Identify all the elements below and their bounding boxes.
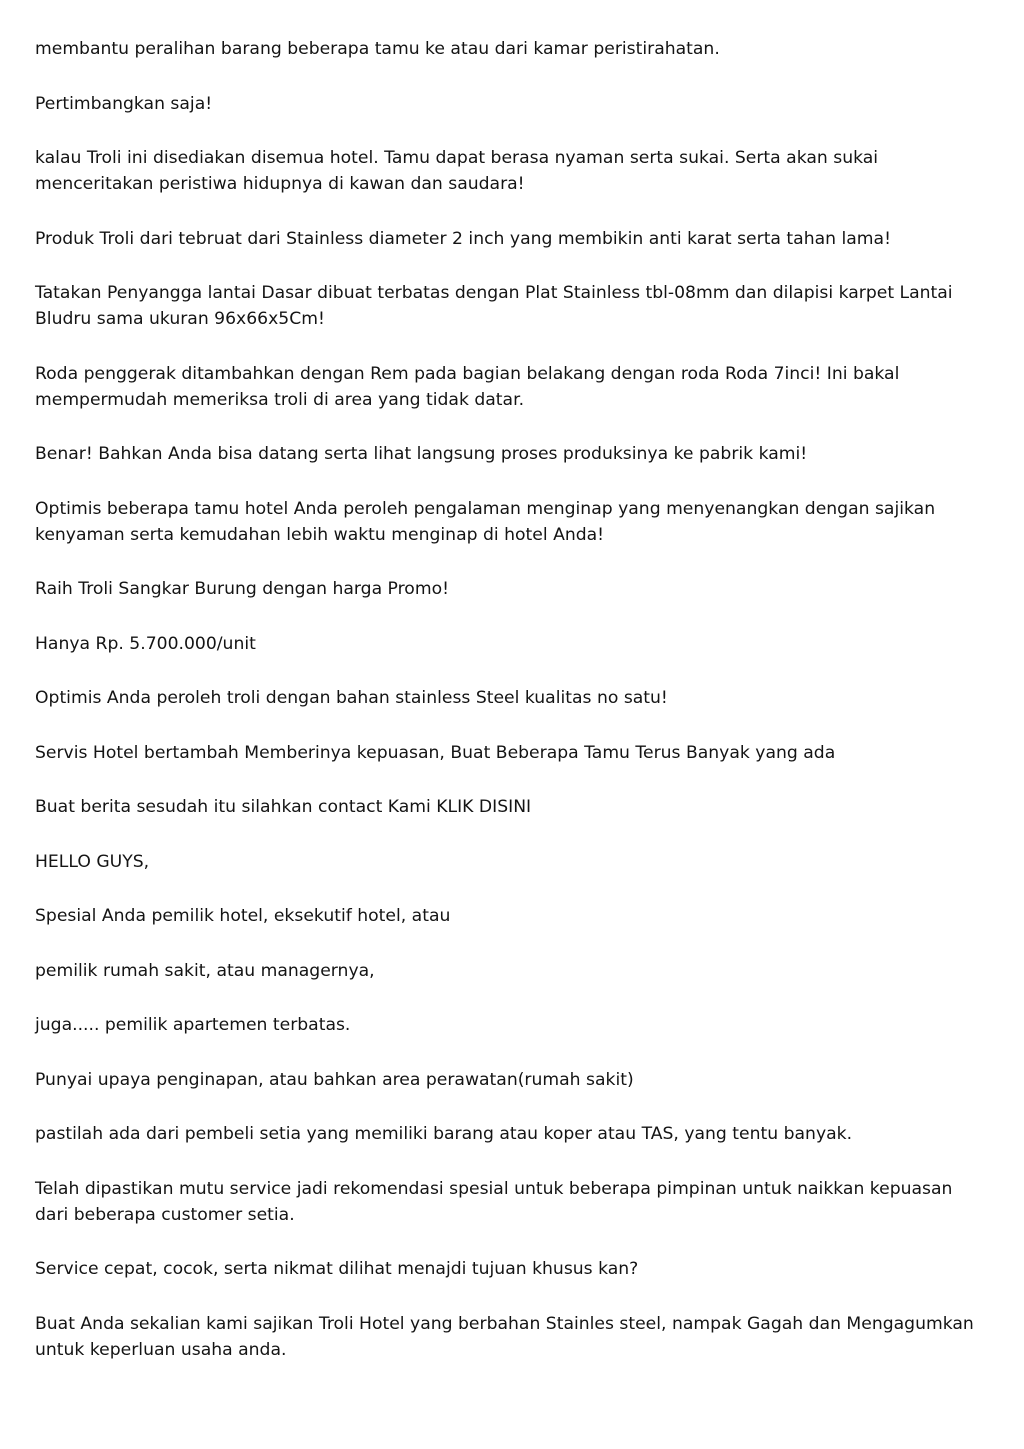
paragraph-3: kalau Troli ini disediakan disemua hotel. Tamu dapat berasa nyaman serta sukai. Serta akan sukai menceritakan peristiwa hidupnya di kawan dan saudara! — [35, 148, 879, 194]
paragraph-15: Spesial Anda pemilik hotel, eksekutif hotel, atau — [35, 906, 451, 926]
paragraph-21: Service cepat, cocok, serta nikmat dilihat menajdi tujuan khusus kan? — [35, 1259, 639, 1279]
paragraph-16: pemilik rumah sakit, atau managernya, — [35, 960, 375, 981]
paragraph-8: Optimis beberapa tamu hotel Anda peroleh pengalaman menginap yang menyenangkan dengan sajikan kenyaman serta kemudahan lebih waktu menginap di hotel Anda! — [35, 498, 936, 545]
document-page — [35, 36, 985, 1391]
paragraph-1: membantu peralihan barang beberapa tamu ke atau dari kamar peristirahatan. — [35, 39, 720, 59]
greeting-paragraph: HELLO GUYS, — [35, 851, 150, 872]
contact-paragraph: Buat berita sesudah itu silahkan contact Kami KLIK DISINI — [35, 797, 532, 817]
paragraph-4: Produk Troli dari tebruat dari Stainless diameter 2 inch yang membikin anti karat serta tahan lama! — [35, 228, 891, 249]
paragraph-11: Optimis Anda peroleh troli dengan bahan stainless Steel kualitas no satu! — [35, 688, 668, 708]
paragraph-9: Raih Troli Sangkar Burung dengan harga Promo! — [35, 579, 449, 599]
paragraph-12: Servis Hotel bertambah Memberinya kepuasan, Buat Beberapa Tamu Terus Banyak yang ada — [35, 742, 836, 763]
paragraph-22: Buat Anda sekalian kami sajikan Troli Hotel yang berbahan Stainles steel, nampak Gagah dan Mengagumkan untuk keperluan usaha anda. — [35, 1313, 974, 1360]
paragraph-6: Roda penggerak ditambahkan dengan Rem pada bagian belakang dengan roda Roda 7inci! Ini bakal mempermudah memeriksa troli di area yang tidak datar. — [35, 363, 900, 410]
paragraph-2: Pertimbangkan saja! — [35, 93, 213, 114]
paragraph-20: Telah dipastikan mutu service jadi rekomendasi spesial untuk beberapa pimpinan untuk naikkan kepuasan dari beberapa customer setia. — [35, 1178, 953, 1225]
paragraph-17: juga..... pemilik apartemen terbatas. — [35, 1015, 351, 1035]
price-paragraph: Hanya Rp. 5.700.000/unit — [35, 633, 256, 654]
paragraph-7: Benar! Bahkan Anda bisa datang serta lihat langsung proses produksinya ke pabrik kami! — [35, 444, 808, 464]
paragraph-5: Tatakan Penyangga lantai Dasar dibuat terbatas dengan Plat Stainless tbl-08mm dan dilapisi karpet Lantai Bludru sama ukuran 96x66x5Cm! — [35, 283, 953, 329]
paragraph-19: pastilah ada dari pembeli setia yang memiliki barang atau koper atau TAS, yang tentu banyak. — [35, 1124, 853, 1144]
paragraph-18: Punyai upaya penginapan, atau bahkan area perawatan(rumah sakit) — [35, 1069, 634, 1090]
